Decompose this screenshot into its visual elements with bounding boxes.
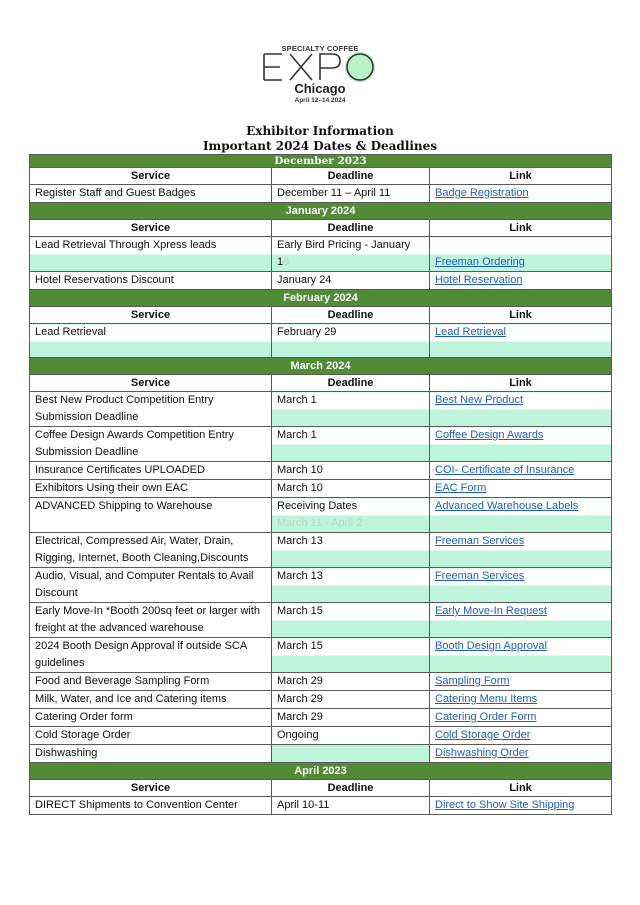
service-cell: Lead Retrieval bbox=[30, 324, 272, 358]
section-header: March 2024 bbox=[30, 358, 612, 375]
column-header-deadline: Deadline bbox=[272, 780, 430, 797]
coi-link[interactable]: COI- Certificate of Insurance bbox=[435, 464, 575, 476]
deadline-cell: March 29 bbox=[272, 709, 430, 727]
hotel-reservation-link[interactable]: Hotel Reservation bbox=[435, 274, 523, 286]
column-header-row bbox=[30, 780, 612, 797]
column-header-link: Link bbox=[430, 307, 612, 324]
deadline-cell: March 15 bbox=[272, 638, 430, 673]
column-header-service: Service bbox=[30, 220, 272, 237]
best-new-product-link[interactable]: Best New Product bbox=[435, 394, 524, 406]
service-cell: Food and Beverage Sampling Form bbox=[30, 673, 272, 691]
sampling-form-link[interactable]: Sampling Form bbox=[435, 675, 510, 687]
catering-menu-items-link[interactable]: Catering Menu Items bbox=[435, 693, 538, 705]
dishwashing-order-link[interactable]: Dishwashing Order bbox=[435, 747, 529, 759]
advanced-warehouse-labels-link[interactable]: Advanced Warehouse Labels bbox=[435, 500, 579, 512]
deadline-cell: March 29 bbox=[272, 691, 430, 709]
service-cell: Best New Product Competition Entry Submission Deadline bbox=[30, 392, 272, 427]
deadlines-table bbox=[29, 154, 612, 815]
column-header-service: Service bbox=[30, 307, 272, 324]
deadline-cell: March 13 bbox=[272, 568, 430, 603]
receiving-dates: March 11 - April 2 bbox=[277, 517, 363, 529]
service-cell: ADVANCED Shipping to Warehouse bbox=[30, 498, 272, 533]
coffee-design-awards-link[interactable]: Coffee Design Awards bbox=[435, 429, 544, 441]
table-row bbox=[30, 480, 612, 498]
freeman-services-av-link[interactable]: Freeman Services bbox=[435, 570, 525, 582]
deadline-cell bbox=[272, 745, 430, 763]
service-cell: DIRECT Shipments to Convention Center bbox=[30, 797, 272, 815]
service-cell: Catering Order form bbox=[30, 709, 272, 727]
catering-order-form-link[interactable]: Catering Order Form bbox=[435, 711, 537, 723]
section-header: February 2024 bbox=[30, 290, 612, 307]
table-row bbox=[30, 427, 612, 462]
service-cell: Hotel Reservations Discount bbox=[30, 272, 272, 290]
deadline-cell: March 10 bbox=[272, 480, 430, 498]
table-row bbox=[30, 727, 612, 745]
cold-storage-order-link[interactable]: Cold Storage Order bbox=[435, 729, 531, 741]
column-header-deadline: Deadline bbox=[272, 375, 430, 392]
expo-wordmark-icon bbox=[262, 52, 380, 82]
table-row bbox=[30, 498, 612, 533]
service-cell: Coffee Design Awards Competition Entry Submission Deadline bbox=[30, 427, 272, 462]
column-header-link: Link bbox=[430, 375, 612, 392]
eac-form-link[interactable]: EAC Form bbox=[435, 482, 487, 494]
column-header-row bbox=[30, 220, 612, 237]
column-header-link: Link bbox=[430, 220, 612, 237]
deadline-cell: March 15 bbox=[272, 603, 430, 638]
column-header-link: Link bbox=[430, 780, 612, 797]
column-header-link: Link bbox=[430, 168, 612, 185]
column-header-service: Service bbox=[30, 168, 272, 185]
service-cell: Electrical, Compressed Air, Water, Drain, Rigging, Internet, Booth Cleaning,Discounts bbox=[30, 533, 272, 568]
service-cell: Milk, Water, and Ice and Catering items bbox=[30, 691, 272, 709]
service-cell: Early Move-In *Booth 200sq feet or larger with freight at the advanced warehouse bbox=[30, 603, 272, 638]
freeman-services-link[interactable]: Freeman Services bbox=[435, 535, 525, 547]
column-header-row bbox=[30, 168, 612, 185]
badge-registration-link[interactable]: Badge Registration bbox=[435, 187, 529, 199]
deadline-cell: February 29 bbox=[272, 324, 430, 358]
table-row bbox=[30, 533, 612, 568]
table-row bbox=[30, 392, 612, 427]
early-move-in-link[interactable]: Early Move-In Request bbox=[435, 605, 547, 617]
deadline-cell: Ongoing bbox=[272, 727, 430, 745]
deadline-cell: March 10 bbox=[272, 462, 430, 480]
column-header-deadline: Deadline bbox=[272, 168, 430, 185]
deadline-cell: March 13 bbox=[272, 533, 430, 568]
deadline-cell: April 10-11 bbox=[272, 797, 430, 815]
booth-design-approval-link[interactable]: Booth Design Approval bbox=[435, 640, 547, 652]
service-cell: Dishwashing bbox=[30, 745, 272, 763]
deadline-cell: January 24 bbox=[272, 272, 430, 290]
table-row bbox=[30, 462, 612, 480]
lead-retrieval-link[interactable]: Lead Retrieval bbox=[435, 326, 506, 338]
expo-logo bbox=[258, 44, 382, 110]
deadline-cell: March 1 bbox=[272, 392, 430, 427]
service-cell: Exhibitors Using their own EAC bbox=[30, 480, 272, 498]
table-row bbox=[30, 603, 612, 638]
table-row bbox=[30, 324, 612, 358]
table-row bbox=[30, 691, 612, 709]
logo-dates: April 12–14 2024 bbox=[294, 97, 346, 104]
table-row bbox=[30, 745, 612, 763]
direct-shipping-link[interactable]: Direct to Show Site Shipping bbox=[435, 799, 575, 811]
service-cell: 2024 Booth Design Approval if outside SCA guidelines bbox=[30, 638, 272, 673]
deadline-cell: Early Bird Pricing - January 18 bbox=[272, 237, 430, 272]
table-row bbox=[30, 709, 612, 727]
table-row bbox=[30, 237, 612, 272]
logo-top-text: SPECIALTY COFFEE bbox=[281, 44, 359, 53]
logo-city: Chicago bbox=[294, 81, 346, 96]
deadline-extra: 8 bbox=[283, 256, 290, 268]
service-cell: Register Staff and Guest Badges bbox=[30, 185, 272, 203]
table-row bbox=[30, 797, 612, 815]
column-header-deadline: Deadline bbox=[272, 307, 430, 324]
doc-subtitle: Important 2024 Dates & Deadlines bbox=[202, 139, 438, 153]
section-header: January 2024 bbox=[30, 203, 612, 220]
table-row bbox=[30, 272, 612, 290]
table-row bbox=[30, 185, 612, 203]
column-header-row bbox=[30, 307, 612, 324]
freeman-ordering-link[interactable]: Freeman Ordering bbox=[435, 256, 525, 268]
deadline-cell: December 11 – April 11 bbox=[272, 185, 430, 203]
column-header-service: Service bbox=[30, 780, 272, 797]
section-header: December 2023 bbox=[30, 155, 612, 168]
service-cell: Lead Retrieval Through Xpress leads bbox=[30, 237, 272, 272]
table-row bbox=[30, 673, 612, 691]
table-row bbox=[30, 638, 612, 673]
service-cell: Audio, Visual, and Computer Rentals to Avail Discount bbox=[30, 568, 272, 603]
doc-title: Exhibitor Information bbox=[246, 124, 394, 138]
deadline-cell: March 1 bbox=[272, 427, 430, 462]
service-cell: Cold Storage Order bbox=[30, 727, 272, 745]
table-row bbox=[30, 568, 612, 603]
service-cell: Insurance Certificates UPLOADED bbox=[30, 462, 272, 480]
deadline-cell: March 29 bbox=[272, 673, 430, 691]
deadline-cell: Receiving Dates March 11 - April 2 bbox=[272, 498, 430, 533]
column-header-service: Service bbox=[30, 375, 272, 392]
section-header: April 2023 bbox=[30, 763, 612, 780]
column-header-row bbox=[30, 375, 612, 392]
column-header-deadline: Deadline bbox=[272, 220, 430, 237]
